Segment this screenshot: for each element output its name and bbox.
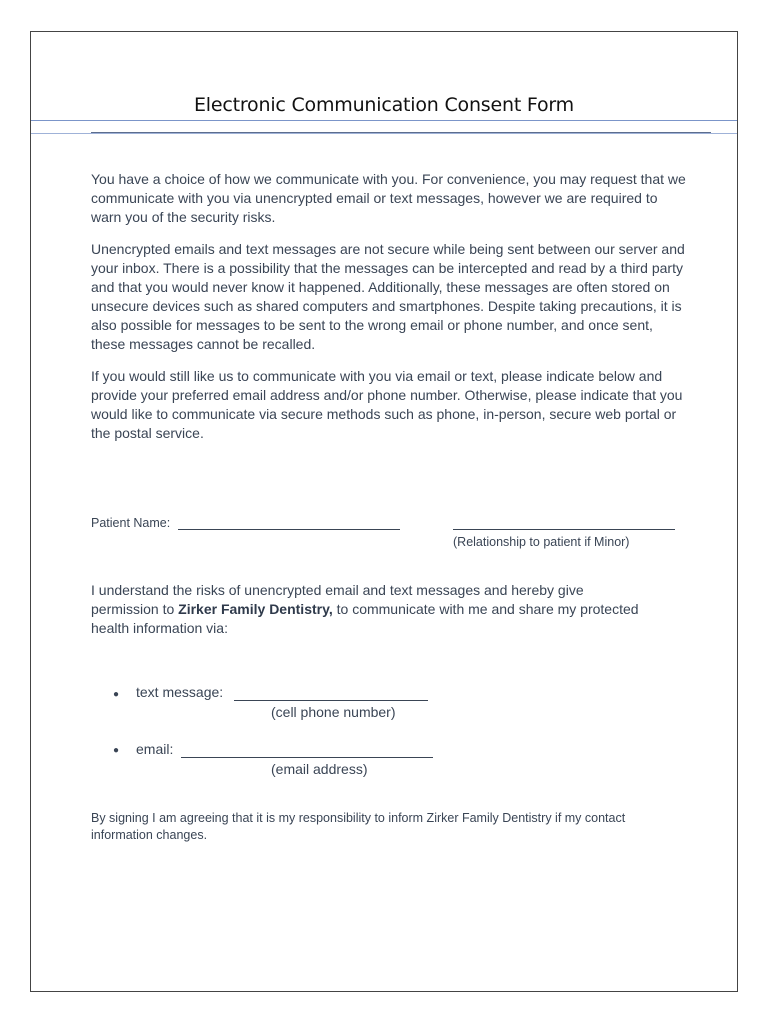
consent-outro: to communicate with me and share my protected health information via: <box>91 601 639 636</box>
intro-paragraph: You have a choice of how we communicate with you. For convenience, you may request that we communicate with you via unencrypted email or text messages, however we are required to warn you of the security risks. <box>91 171 686 225</box>
bullet-icon: ● <box>113 745 120 756</box>
relationship-label: (Relationship to patient if Minor) <box>453 535 630 549</box>
footer-note: By signing I am agreeing that it is my responsibility to inform Zirker Family Dentistry if my contact information changes. <box>91 811 626 842</box>
patient-name-field[interactable] <box>178 515 400 530</box>
email-caption: (email address) <box>271 761 368 777</box>
cell-phone-field[interactable] <box>234 700 428 701</box>
consent-paragraph <box>91 581 651 638</box>
title-rule-top <box>31 120 737 121</box>
title-rule-bottom <box>31 133 737 134</box>
consent-intro: I understand the risks of unencrypted email and text messages and hereby give permission to <box>91 582 584 617</box>
patient-name-row <box>91 515 400 530</box>
instructions-paragraph: If you would still like us to communicate with you via email or text, please indicate below and provide your preferred email address and/or phone number. Otherwise, please indicate that you would like to communicate via secure methods such as phone, in-person, secure web portal or the postal service. <box>91 368 683 441</box>
document-page <box>30 31 738 992</box>
patient-name-label: Patient Name: <box>91 516 171 530</box>
cell-phone-caption: (cell phone number) <box>271 704 396 720</box>
risk-paragraph: Unencrypted emails and text messages are not secure while being sent between our server and your inbox. There is a possibility that the messages can be intercepted and read by a third party and that you would never know it happened. Additionally, these messages are often stored on unsecure devices such as shared computers and smartphones. Despite taking precautions, it is also possible for messages to be sent to the wrong email or phone number, and once sent, these messages cannot be recalled. <box>91 241 685 352</box>
practice-name: Zirker Family Dentistry, <box>178 601 333 617</box>
email-label: email: <box>136 741 174 757</box>
email-field[interactable] <box>181 757 433 758</box>
text-message-label: text message: <box>136 684 224 700</box>
bullet-icon: ● <box>113 689 120 700</box>
relationship-field[interactable] <box>453 529 675 530</box>
document-title: Electronic Communication Consent Form <box>193 94 574 116</box>
